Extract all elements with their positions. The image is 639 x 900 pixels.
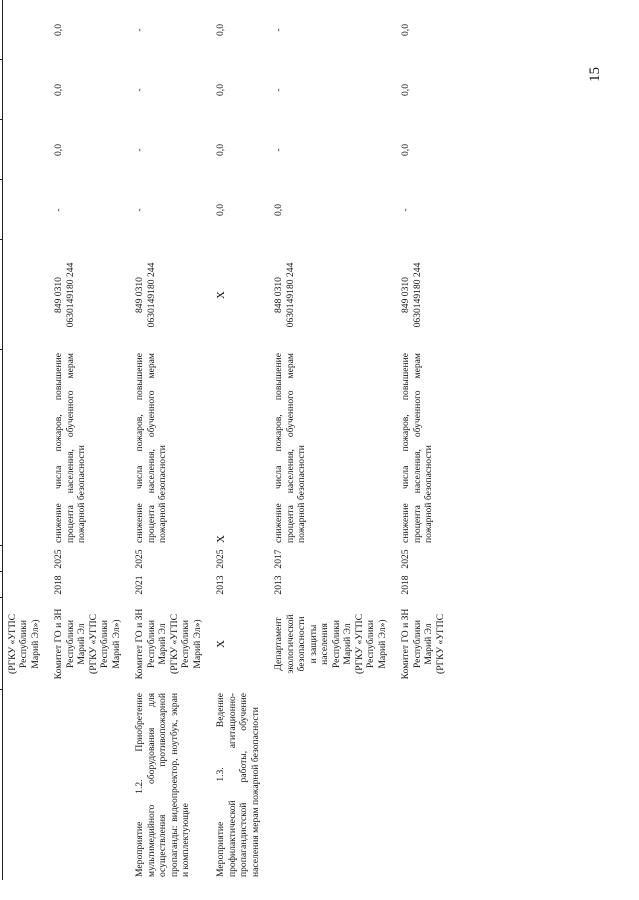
table-row [396,0,454,880]
cell-line: (РГКУ «УГПС [87,614,99,674]
cell-text: 0,0 [215,24,227,36]
cell-text: 0,0 [53,144,65,156]
table-cell-c2 [211,598,269,690]
cell-line: Республики [365,619,377,669]
table-cell-c3 [269,572,396,598]
cell-line: 849 0310 [134,277,146,313]
cell-text: 0,0 [215,204,227,216]
table-cell-c2 [269,598,396,690]
cell-line: 0630149180 244 [145,262,157,328]
table-cell-c8 [49,120,130,180]
cell-line: (РГКУ «УГПС [434,614,446,674]
table-cell-c4 [211,546,269,572]
table-cell-c1 [269,690,396,880]
cell-text: 0,0 [400,144,412,156]
cell-text: 0,0 [53,24,65,36]
table-cell-c9 [49,60,130,120]
cell-text: - [400,208,412,212]
cell-line: Комитет ГО и ЗН [134,608,146,680]
table-cell-c5 [269,350,396,546]
table-cell-c10 [396,0,454,60]
table-cell-c8 [269,120,396,180]
cell-line: Республики [330,619,342,669]
cell-text: 0,0 [400,24,412,36]
cell-line: Комитет ГО и ЗН [53,608,65,680]
cell-line: Марий Эл») [191,619,203,669]
table-row [269,0,396,880]
cell-line: Республики [18,619,30,669]
cell-text: - [273,148,285,152]
table-cell-c8 [396,120,454,180]
cell-text: 2025 [53,549,65,569]
table-cell-c10 [130,0,211,60]
cell-line: безопасности [296,616,308,672]
table-cell-c1 [211,690,269,880]
table-cell-c7 [49,180,130,240]
table-cell-c4 [269,546,396,572]
cell-line: Х [215,640,228,648]
table-cell-c8 [211,120,269,180]
cell-text: - [53,208,65,212]
table-cell-c10 [269,0,396,60]
cell-text: - [273,88,285,92]
cell-text: 2018 [400,575,412,595]
cell-line: (РГКУ «УГПС [353,614,365,674]
cell-line: Республики [99,619,111,669]
table-row [2,0,49,880]
cell-line: (РГКУ «УГПС [168,614,180,674]
cell-text: Мероприятие 1.3. Ведение профилактической агитационно-пропагандистской работы, обучение населения мерам пожарной безопасности [215,693,261,877]
table-cell-c2 [130,598,211,690]
table-cell-c9 [130,60,211,120]
cell-text: снижение числа пожаров, повышение процента населения, обученного мерам пожарной безопасности [273,353,308,543]
table-cell-c10 [49,0,130,60]
table-row [49,0,130,880]
cell-line: и защиты [307,624,319,664]
cell-text: 0,0 [215,84,227,96]
table-cell-c10 [2,0,49,60]
table-cell-c2 [49,598,130,690]
table-cell-c4 [2,546,49,572]
cell-line: Марий Эл») [110,619,122,669]
cell-line: 0630149180 244 [64,262,76,328]
cell-text: - [134,148,146,152]
page-number: 15 [587,67,603,82]
cell-text: - [273,28,285,32]
table-cell-c6 [2,240,49,350]
table-cell-c5 [211,350,269,546]
table-cell-c1 [49,690,130,880]
table-cell-c7 [269,180,396,240]
table-cell-c9 [2,60,49,120]
cell-text: 2025 [400,549,412,569]
cell-text: 2025 [215,549,227,569]
table-cell-c8 [130,120,211,180]
cell-line: Республики [64,619,76,669]
cell-line: Х [215,291,228,299]
cell-text: - [134,28,146,32]
table-cell-c3 [49,572,130,598]
cell-line: 0630149180 244 [284,262,296,328]
cell-text: снижение числа пожаров, повышение процента населения, обученного мерам пожарной безопасности [134,353,169,543]
cell-text: Мероприятие 1.2. Приобретение мультимедийного оборудования для осуществления противопожарной пропаганды: видеопроектор, ноутбук, экран и комплектующие [134,693,192,877]
cell-text: 2013 [215,575,227,595]
table-cell-c9 [211,60,269,120]
table-cell-c1 [396,690,454,880]
cell-line: Марий Эл [423,623,435,665]
table-cell-c7 [2,180,49,240]
table-row [211,0,269,880]
table-cell-c3 [2,572,49,598]
table-cell-c6 [396,240,454,350]
cell-line: Комитет ГО и ЗН [400,608,412,680]
table-cell-c10 [211,0,269,60]
cell-text: 2021 [134,575,146,595]
cell-line: Марий Эл [342,623,354,665]
cell-line: Марий Эл [76,623,88,665]
cell-text: - [134,208,146,212]
cell-text: 0,0 [273,204,285,216]
cell-line: 848 0310 [273,277,285,313]
table-cell-c1 [2,690,49,880]
cell-text: 2018 [53,575,65,595]
cell-text: 0,0 [215,144,227,156]
cell-line: 849 0310 [53,277,65,313]
cell-text: Х [215,535,228,543]
table-cell-c8 [2,120,49,180]
cell-text: 0,0 [53,84,65,96]
cell-line: Департамент [273,617,285,671]
table-cell-c3 [211,572,269,598]
cell-line: Республики [180,619,192,669]
cell-line: 0630149180 244 [411,262,423,328]
table-cell-c6 [49,240,130,350]
table-cell-c6 [211,240,269,350]
table-row [130,0,211,880]
cell-line: экологической [284,614,296,674]
table-cell-c6 [269,240,396,350]
table-cell-c1 [130,690,211,880]
cell-line: Республики [411,619,423,669]
table-cell-c4 [130,546,211,572]
cell-text: снижение числа пожаров, повышение процента населения, обученного мерам пожарной безопасности [400,353,435,543]
table-cell-c2 [396,598,454,690]
cell-text: 2025 [134,549,146,569]
table-cell-c5 [396,350,454,546]
table-cell-c4 [49,546,130,572]
table-cell-c7 [396,180,454,240]
table-cell-c5 [2,350,49,546]
table-cell-c5 [49,350,130,546]
cell-line: Марий Эл [157,623,169,665]
cell-text: снижение числа пожаров, повышение процента населения, обученного мерам пожарной безопасности [53,353,88,543]
table-cell-c3 [396,572,454,598]
cell-line: населения [319,623,331,665]
table-cell-c9 [269,60,396,120]
cell-line: Марий Эл») [29,619,41,669]
cell-text: - [134,88,146,92]
table-cell-c6 [130,240,211,350]
cell-line: Марий Эл») [376,619,388,669]
table-cell-c5 [130,350,211,546]
cell-text: 2017 [273,549,285,569]
cell-text: 0,0 [400,84,412,96]
table-cell-c3 [130,572,211,598]
table-cell-c7 [211,180,269,240]
table-cell-c2 [2,598,49,690]
table-cell-c7 [130,180,211,240]
cell-text: 2013 [273,575,285,595]
cell-line: Республики [145,619,157,669]
table-cell-c9 [396,60,454,120]
cell-line: (РГКУ «УГПС [6,614,18,674]
table-cell-c4 [396,546,454,572]
cell-line: 849 0310 [400,277,412,313]
